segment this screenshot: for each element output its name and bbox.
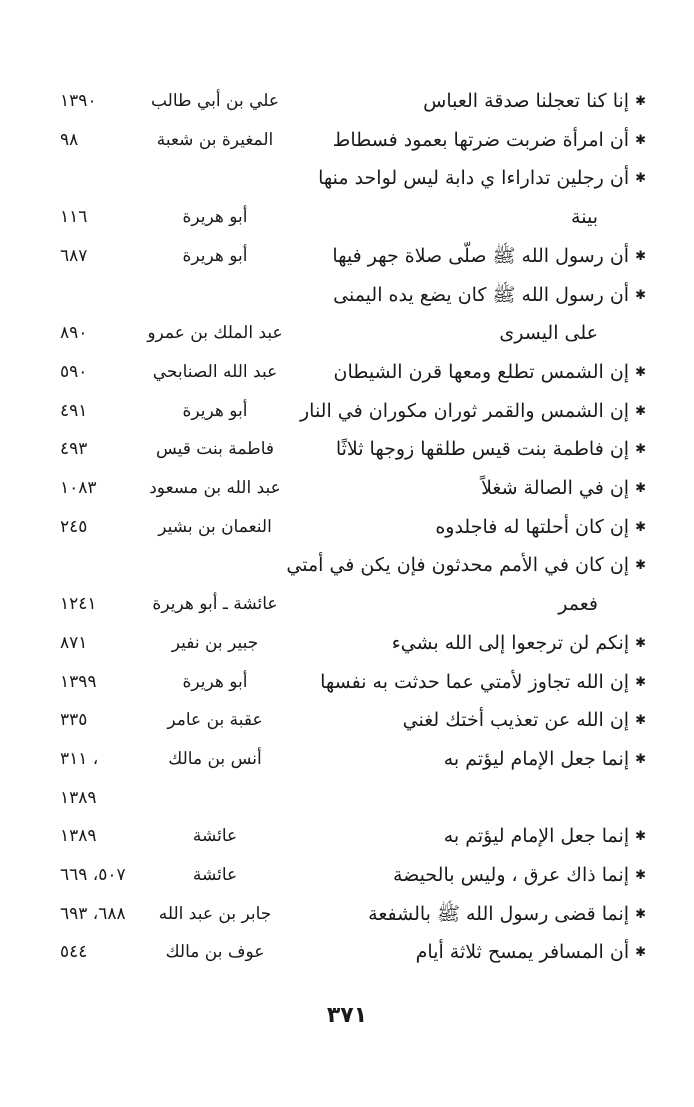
narrator-name: علي بن أبي طالب — [150, 91, 280, 111]
asterisk-icon: ✱ — [635, 94, 646, 109]
asterisk-icon: ✱ — [635, 868, 646, 883]
hadith-reference-number: ٦٨٧ — [60, 245, 88, 266]
asterisk-icon: ✱ — [635, 906, 646, 922]
hadith-text-continuation: على اليسرى — [499, 322, 598, 345]
hadith-text-continuation: فعمر — [558, 593, 598, 616]
hadith-reference-number: ٨٧١ — [60, 632, 88, 653]
hadith-text — [266, 121, 646, 160]
index-entry — [60, 159, 646, 197]
index-entry — [60, 121, 646, 159]
hadith-text — [60, 276, 646, 315]
hadith-text — [266, 82, 646, 121]
hadith-text — [266, 469, 646, 508]
asterisk-icon: ✱ — [635, 751, 646, 767]
hadith-text — [266, 933, 646, 972]
narrator-name: عقبة بن عامر — [167, 710, 263, 731]
hadith-reference-number: ١٠٨٣ — [60, 478, 97, 498]
narrator-name: عائشة ـ أبو هريرة — [152, 594, 278, 615]
hadith-text — [266, 392, 646, 431]
narrator-name: عبد الله بن مسعود — [149, 478, 281, 498]
hadith-text — [60, 159, 646, 198]
hadith-text-content: إن الشمس والقمر ثوران مكوران في النار — [299, 399, 630, 422]
hadith-reference-number: ٣٣٥ — [60, 710, 88, 731]
asterisk-icon: ✱ — [635, 481, 646, 496]
narrator-name: أبو هريرة — [182, 400, 248, 421]
index-entry — [60, 469, 646, 507]
hadith-reference-number: ٤٩٣ — [60, 439, 88, 460]
hadith-text — [266, 895, 646, 934]
narrator-name: جبير بن نفير — [171, 632, 259, 653]
hadith-reference-number: ١١٦ — [60, 207, 88, 228]
hadith-text — [266, 817, 646, 856]
hadith-text-content: إنما ذاك عرق ، وليس بالحيضة — [393, 864, 630, 886]
hadith-text — [60, 546, 646, 585]
hadith-text — [266, 663, 646, 702]
hadith-reference-number: ٥٠٧، ٦٦٩ — [60, 865, 126, 885]
narrator-name: المغيرة بن شعبة — [156, 129, 274, 150]
hadith-text — [266, 740, 646, 779]
narrator-name: عائشة — [192, 865, 238, 885]
hadith-text-content: إن في الصالة شغلاً — [481, 477, 630, 499]
asterisk-icon: ✱ — [635, 248, 646, 264]
hadith-text-content: إنما جعل الإمام ليؤتم به — [443, 825, 630, 848]
hadith-text-content: أن امرأة ضربت ضرتها بعمود فسطاط — [332, 128, 630, 151]
hadith-text-content: إنما جعل الإمام ليؤتم به — [443, 747, 630, 770]
index-entry — [60, 856, 646, 894]
hadith-text — [266, 856, 646, 895]
narrator-name: أبو هريرة — [182, 671, 248, 692]
narrator-name: فاطمة بنت قيس — [155, 439, 275, 460]
asterisk-icon: ✱ — [635, 519, 646, 535]
index-entry — [60, 585, 646, 623]
hadith-text — [266, 353, 646, 392]
hadith-reference-number: ١٣٩٩ — [60, 671, 97, 692]
hadith-text-content: إن الله تجاوز لأمتي عما حدثت به نفسها — [320, 670, 630, 693]
index-entry — [60, 895, 646, 933]
asterisk-icon: ✱ — [635, 171, 646, 187]
hadith-text — [266, 508, 646, 547]
hadith-text-content: أن رجلين تداراءا ي دابة ليس لواحد منها — [318, 167, 630, 190]
hadith-text — [266, 237, 646, 276]
hadith-text-content: إن كان أحلتها له فاجلدوه — [435, 515, 630, 538]
index-entry — [60, 546, 646, 584]
asterisk-icon: ✱ — [635, 287, 646, 303]
hadith-reference-number: ١٣٨٩ — [60, 787, 97, 808]
index-entry — [60, 933, 646, 971]
hadith-reference-number: ٥٤٤ — [60, 942, 88, 963]
index-entry — [60, 314, 646, 352]
hadith-reference-number: ٥٩٠ — [60, 361, 88, 382]
index-entry — [60, 353, 646, 391]
hadith-reference-number: ١٢٤١ — [60, 594, 97, 615]
asterisk-icon: ✱ — [635, 364, 646, 380]
index-entry — [60, 779, 646, 817]
index-entry — [60, 663, 646, 701]
hadith-reference-number: ٣١١ ، — [60, 748, 99, 769]
hadith-text-content: إن فاطمة بنت قيس طلقها زوجها ثلاثًا — [335, 438, 630, 461]
hadith-text-content: أن المسافر يمسح ثلاثة أيام — [415, 941, 630, 964]
narrator-name: أنس بن مالك — [168, 748, 262, 769]
hadith-reference-number: ٩٨ — [60, 129, 79, 150]
narrator-name: عائشة — [192, 826, 238, 847]
hadith-text — [266, 430, 646, 469]
hadith-reference-number: ٤٩١ — [60, 400, 88, 421]
index-entry — [60, 392, 646, 430]
asterisk-icon: ✱ — [635, 132, 646, 148]
asterisk-icon: ✱ — [635, 945, 646, 961]
hadith-text-content: أن رسول الله ﷺ صلّى صلاة جهر فيها — [332, 244, 630, 267]
hadith-reference-number: ١٣٩٠ — [60, 91, 97, 111]
index-entry — [60, 817, 646, 855]
asterisk-icon: ✱ — [635, 558, 646, 574]
asterisk-icon: ✱ — [635, 713, 646, 729]
hadith-reference-number: ٢٤٥ — [60, 516, 88, 537]
narrator-name: أبو هريرة — [182, 245, 248, 266]
hadith-text — [266, 701, 646, 740]
hadith-text-continuation: بينة — [571, 206, 598, 229]
hadith-reference-number: ١٣٨٩ — [60, 826, 97, 847]
asterisk-icon: ✱ — [635, 635, 646, 651]
index-entry — [60, 740, 646, 778]
asterisk-icon: ✱ — [635, 674, 646, 690]
hadith-reference-number: ٦٨٨، ٦٩٣ — [60, 903, 126, 924]
asterisk-icon: ✱ — [635, 829, 646, 845]
index-entry — [60, 198, 646, 236]
asterisk-icon: ✱ — [635, 442, 646, 458]
index-entry — [60, 624, 646, 662]
asterisk-icon: ✱ — [635, 403, 646, 419]
index-entry — [60, 237, 646, 275]
index-entry — [60, 82, 646, 120]
hadith-text-content: إن كان في الأمم محدثون فإن يكن في أمتي — [286, 554, 630, 577]
narrator-name: عبد الملك بن عمرو — [147, 323, 283, 344]
index-entry — [60, 430, 646, 468]
hadith-text-content: إنكم لن ترجعوا إلى الله بشيء — [391, 631, 630, 654]
index-entry — [60, 276, 646, 314]
narrator-name: عوف بن مالك — [165, 942, 265, 963]
hadith-text-content: أن رسول الله ﷺ كان يضع يده اليمنى — [333, 283, 630, 306]
narrator-name: عبد الله الصنابحي — [152, 361, 278, 382]
narrator-name: النعمان بن بشير — [158, 516, 272, 537]
hadith-reference-number: ٨٩٠ — [60, 323, 88, 344]
hadith-text-content: إنما قضى رسول الله ﷺ بالشفعة — [368, 902, 630, 925]
index-entry — [60, 701, 646, 739]
hadith-text-content: إن الله عن تعذيب أختك لغني — [402, 709, 630, 732]
hadith-text-content: إن الشمس تطلع ومعها قرن الشيطان — [333, 360, 630, 383]
page-number: ٣٧١ — [326, 1003, 368, 1028]
hadith-text-content: إنا كنا تعجلنا صدقة العباس — [423, 90, 630, 112]
narrator-name: جابر بن عبد الله — [158, 903, 272, 924]
index-entry — [60, 508, 646, 546]
narrator-name: أبو هريرة — [182, 207, 248, 228]
hadith-text — [266, 624, 646, 663]
